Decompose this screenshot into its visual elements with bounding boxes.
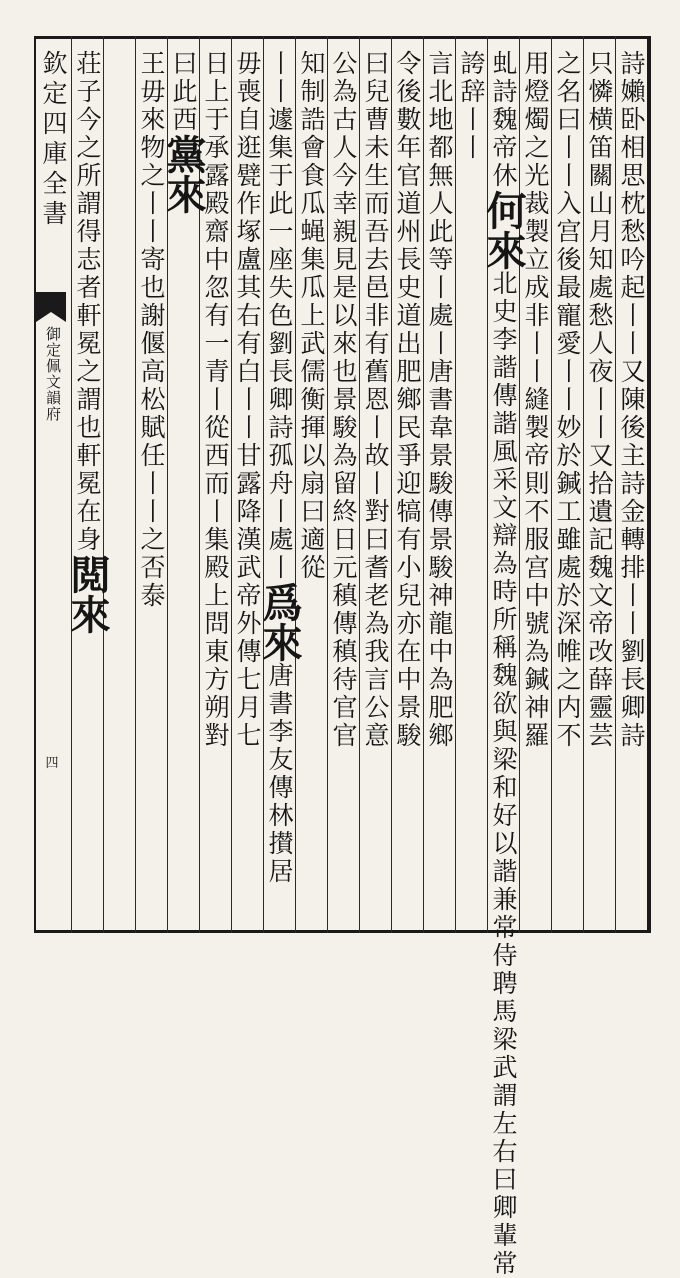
text-column [102,50,136,920]
text-column [230,50,264,920]
folio-number: 四 [45,756,59,771]
column-text: 令後數年官道州長史道出肥鄉民爭迎犒有小兒亦在中景駿 [393,50,422,750]
text-column [358,50,392,920]
frame-left-rule [34,36,36,933]
text-column [390,50,424,920]
text-column [582,50,616,920]
column-text: 知制誥會食瓜蝇集瓜上武儒衡揮以扇曰適從 [297,50,326,582]
text-column [518,50,552,920]
book-subtitle: 御定佩文韻府 [44,326,62,422]
column-text: 用燈燭之光裁製立成非丨丨縫製帝則不服宫中號為鍼神羅 [521,50,550,750]
column-text: 物之丨丨寄也謝偃高松賦任丨丨之否泰 [137,134,166,610]
text-column [454,50,488,920]
text-column [160,50,207,920]
book-title: 欽定四庫全書 [39,50,68,230]
column-text: 毋喪自逛甓作塚盧其右有白丨丨甘露降漢武帝外傳七月七 [233,50,262,750]
column-text: 虬詩魏帝休 [489,50,518,190]
text-column [614,50,648,920]
text-column [64,50,111,920]
column-text: 日上于承露殿齋中忽有一青丨從西而丨集殿上問東方朔對 [201,50,230,750]
column-text: 誇辞丨丨 [457,50,486,162]
frame-top-rule [34,36,650,39]
column-text: 曰兒曹未生而吾去邑非有舊恩丨故丨對曰耆老為我言公意 [361,50,390,750]
column-text: 曰此西 [169,50,198,134]
column-text: 公為古人今幸親見是以來也景駿為留終日元稹傳稹待官官 [329,50,358,750]
text-column [134,50,168,920]
text-column [326,50,360,920]
headword: 爲來 [256,582,303,662]
column-text: 之名曰丨丨入宫後最寵愛丨丨妙於鍼工雖處於深帷之内不 [553,50,582,750]
text-column [256,50,303,920]
column-text: 唐書李友傳林攅居 [265,662,294,886]
headword: 閲來 [64,554,111,634]
column-text: 北史李諧傳諧風采文辯為時所稱魏欲與梁和好以諧兼常侍聘馬梁武謂左右曰卿輩常 [489,270,518,1278]
headword: 何來 [480,190,527,270]
column-text: 詩嬾卧相思枕愁吟起丨丨又陳後主詩金轉排丨丨劉長卿詩 [617,50,646,750]
column-text: 言北地都無人此等丨處丨唐書韋景駿傳景駿神龍中為肥鄉 [425,50,454,750]
column-text: 只憐横笛關山月知處愁人夜丨丨又拾遺記魏文帝改薛靈芸 [585,50,614,750]
column-text: 丨丨遽集于此一座失色劉長卿詩孤舟丨處丨 [265,50,294,582]
headword: 黨來 [160,134,207,214]
column-text: 荘子今之所謂得志者軒冕之謂也軒冕在身 [73,50,102,554]
column-text: 王毋來 [137,50,166,134]
text-column [550,50,584,920]
frame-bottom-rule [34,930,650,933]
text-column [422,50,456,920]
fish-tail-mark [36,292,66,312]
text-column [294,50,328,920]
text-column [480,50,527,1278]
